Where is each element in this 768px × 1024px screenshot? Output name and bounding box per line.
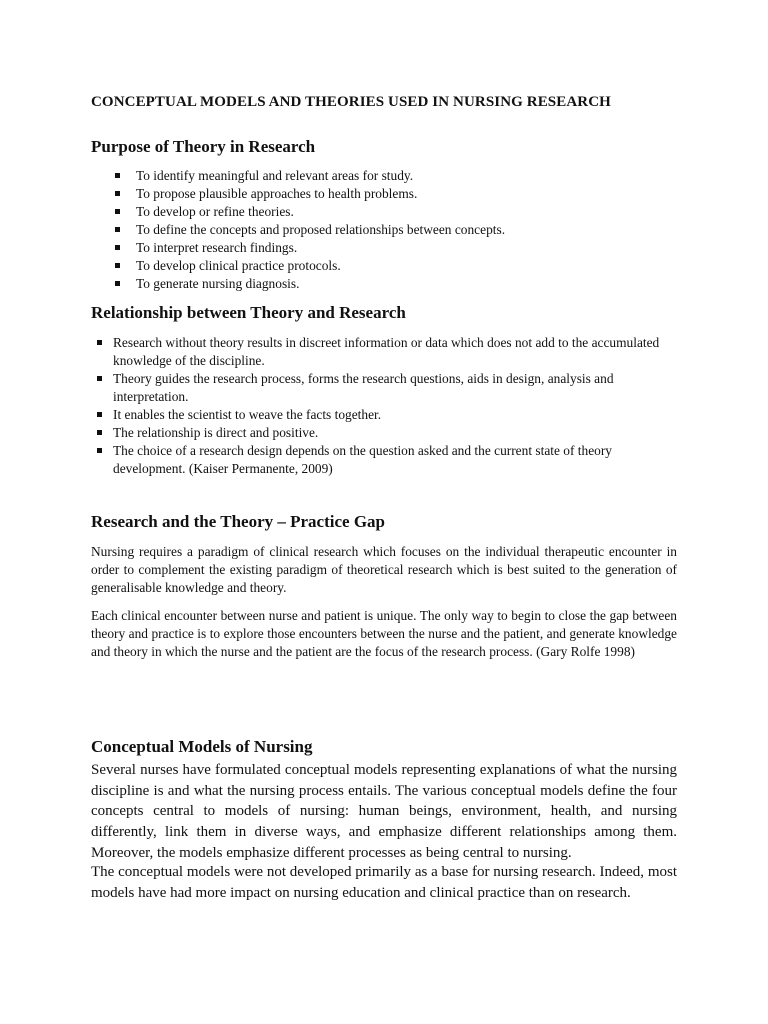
list-item: To identify meaningful and relevant areas for study. <box>136 167 505 185</box>
list-item: It enables the scientist to weave the facts together. <box>113 406 679 424</box>
heading-relationship: Relationship between Theory and Research <box>91 303 406 322</box>
paragraph: The conceptual models were not developed primarily as a base for nursing research. Indeed, most models have had more impact on nursing education and clinical practice than on research. <box>91 864 677 901</box>
heading-models: Conceptual Models of Nursing <box>91 737 313 756</box>
list-item: To interpret research findings. <box>136 239 505 257</box>
paragraph: Nursing requires a paradigm of clinical research which focuses on the individual therapeutic encounter in order to complement the existing paradigm of theoretical research which is best suited to the generation of generalisable knowledge and theory. <box>91 544 677 595</box>
list-item: To develop clinical practice protocols. <box>136 257 505 275</box>
list-item: Theory guides the research process, forms the research questions, aids in design, analysis and interpretation. <box>113 370 679 406</box>
list-item: To develop or refine theories. <box>136 203 505 221</box>
document-title: CONCEPTUAL MODELS AND THEORIES USED IN NURSING RESEARCH <box>91 94 611 110</box>
relationship-list <box>113 334 679 478</box>
list-item: The relationship is direct and positive. <box>113 424 679 442</box>
list-item: The choice of a research design depends on the question asked and the current state of theory development. (Kaiser Permanente, 2009) <box>113 442 679 478</box>
list-item: To define the concepts and proposed relationships between concepts. <box>136 222 506 237</box>
list-item: To generate nursing diagnosis. <box>136 275 505 293</box>
heading-purpose: Purpose of Theory in Research <box>91 137 316 156</box>
list-item: Research without theory results in discreet information or data which does not add to the accumulated knowledge of the discipline. <box>113 334 679 370</box>
heading-gap: Research and the Theory – Practice Gap <box>91 512 385 531</box>
paragraph: Each clinical encounter between nurse and patient is unique. The only way to begin to close the gap between theory and practice is to explore those encounters between the nurse and the patient, and generate knowledge and theory in which the nurse and the patient are the focus of the research process. (Gary Rolfe 1998) <box>91 608 677 659</box>
purpose-list <box>136 167 505 293</box>
paragraph: Several nurses have formulated conceptual models representing explanations of what the nursing discipline is and what the nursing process entails. The various conceptual models define the four concepts central to models of nursing: human beings, environment, health, and nursing differently, link them in diverse ways, and emphasize different relationships among them. Moreover, the models emphasize different processes as being central to nursing. <box>91 762 677 861</box>
list-item: To propose plausible approaches to health problems. <box>136 185 505 203</box>
